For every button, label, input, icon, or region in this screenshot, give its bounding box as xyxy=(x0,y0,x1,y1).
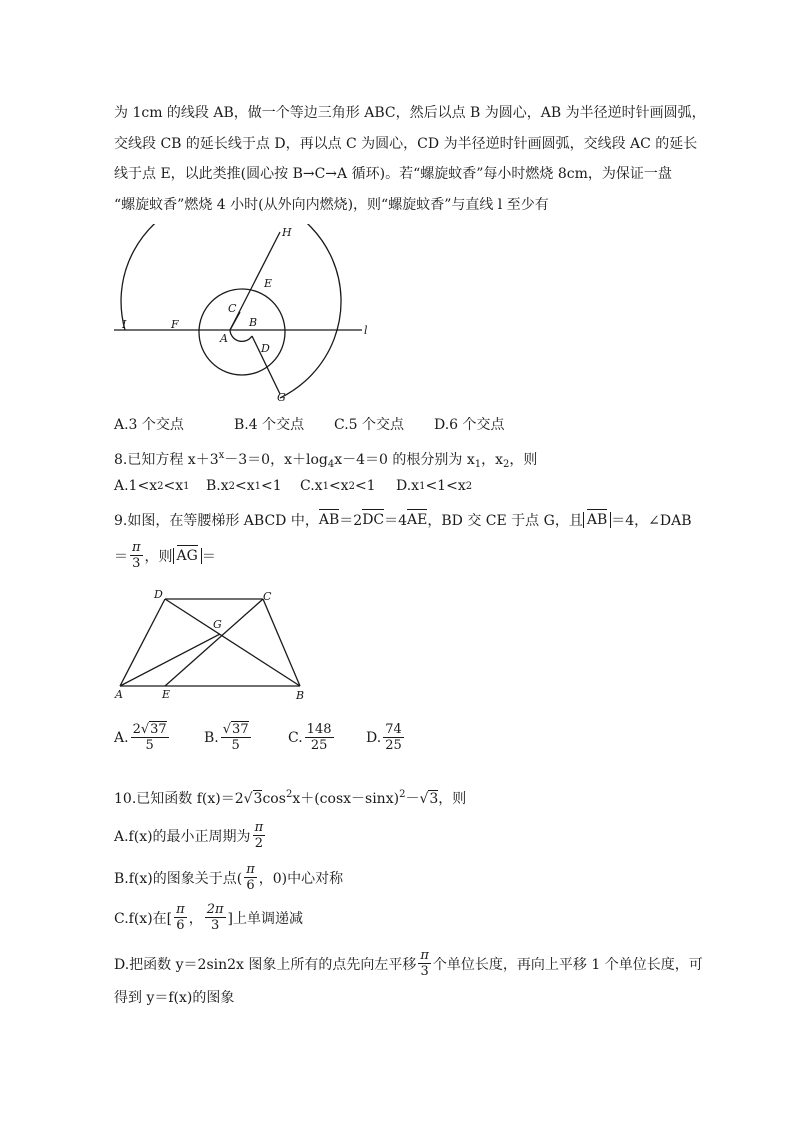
arc-inner xyxy=(230,330,252,341)
q9-option-a[interactable]: A. $\frac{2√37}{5}$ xyxy=(114,722,167,753)
q7-line-2: 交线段 CB 的延长线于点 D，再以点 C 为圆心，CD 为半径逆时针画圆弧，交线段 AC 的延长 xyxy=(114,136,698,152)
q8-option-c[interactable]: C.x 1 <x 2 <1 xyxy=(300,478,376,494)
q10-option-a[interactable]: A.f(x)的最小正周期为 $\frac{\pi}{2}$ xyxy=(114,820,264,851)
q10-option-b[interactable]: B.f(x)的图象关于点( $\frac{\pi}{6}$ ，0)中心对称 xyxy=(114,862,344,893)
q8-options xyxy=(114,478,472,494)
abs-ag: AG xyxy=(173,548,202,564)
q10-option-c[interactable]: C.f(x)在[ $\frac{\pi}{6}$ ， $\frac{2\pi}{3}$ ]上单调递减 xyxy=(114,902,303,933)
q7-line-4: “螺旋蚊香”燃烧 4 小时(从外向内燃烧)，则“螺旋蚊香”与直线 l 至少有 xyxy=(114,197,549,213)
q9-stem-2: ＝ $\frac{\pi}{3}$ ，则 AG ＝ xyxy=(114,540,216,571)
q10-option-d[interactable]: D.把函数 y＝2sin2x 图象上所有的点先向左平移 $\frac{\pi}{3}$ 个单位长度，再向上平移 1 个单位长度，可 xyxy=(114,948,703,979)
fraction-pi-over-3: $\frac{\pi}{3}$ xyxy=(132,540,141,571)
label-D: D xyxy=(261,342,270,355)
vector-ab: AB xyxy=(318,512,340,528)
segment-ag xyxy=(120,634,220,686)
label-l: l xyxy=(364,324,368,337)
label-A: A xyxy=(220,332,228,345)
label-G: G xyxy=(213,618,222,631)
q9-option-b[interactable]: B. $\frac{√37}{5}$ xyxy=(204,722,249,753)
q10-option-d-line-2: 得到 y＝f(x)的图象 xyxy=(114,990,235,1006)
q7-line-3: 线于点 E，以此类推(圆心按 B→C→A 循环)。若“螺旋蚊香”每小时燃烧 8cm，为保证一盘 xyxy=(114,166,672,182)
vector-ae: AE xyxy=(407,512,428,528)
side-ad xyxy=(120,599,165,686)
q8-stem: 8.已知方程 $x+3^x-3=0$，$x+\log_4x-4=0$ 的根分别为 $x_1$，$x_2$，则 xyxy=(114,450,538,470)
vector-dc: DC xyxy=(362,512,385,528)
abs-ab: AB xyxy=(583,512,611,528)
q7-option-c[interactable]: C.5 个交点 xyxy=(334,417,405,433)
label-A: A xyxy=(115,688,123,701)
label-C: C xyxy=(263,590,272,603)
label-D: D xyxy=(154,588,163,601)
label-I: I xyxy=(122,318,127,331)
q7-line-1: 为 1cm 的线段 AB，做一个等边三角形 ABC，然后以点 B 为圆心，AB 为半径逆时针画圆弧， xyxy=(114,105,706,121)
q9-options xyxy=(114,722,406,753)
q8-option-b[interactable]: B.x 2 <x 1 <1 xyxy=(206,478,282,494)
segment-ce xyxy=(165,599,263,686)
label-C: C xyxy=(228,302,237,315)
label-H: H xyxy=(282,226,292,239)
label-E: E xyxy=(162,688,171,701)
q7-options xyxy=(114,414,554,434)
q7-option-a[interactable]: A.3 个交点 xyxy=(114,417,184,433)
trapezoid-figure xyxy=(110,586,310,706)
q7-option-d[interactable]: D.6 个交点 xyxy=(434,417,505,433)
q8-option-a[interactable]: A.1<x 2 <x 1 xyxy=(114,478,190,494)
q9-option-d[interactable]: D. $\frac{74}{25}$ xyxy=(366,722,402,753)
q9-option-c[interactable]: C. $\frac{148}{25}$ xyxy=(288,722,332,753)
diagonal-bd xyxy=(165,599,300,686)
q8-option-d[interactable]: D.x 1 <1<x 2 xyxy=(396,478,473,494)
label-G: G xyxy=(277,391,286,404)
spiral-figure xyxy=(110,224,370,410)
label-E: E xyxy=(264,277,273,290)
label-B: B xyxy=(249,316,258,329)
q7-option-b[interactable]: B.4 个交点 xyxy=(234,417,305,433)
side-bc xyxy=(263,599,300,686)
q9-stem-1: 9.如图，在等腰梯形 ABCD 中， AB ＝2 DC ＝4 AE ，BD 交 CE 于点 G，且 AB ＝4，∠DAB xyxy=(114,512,692,529)
q10-stem: 10.已知函数 $f(x)=2√3\cos^2x+(\cos x-\sin x)^2-√3$，则 xyxy=(114,789,467,807)
label-F: F xyxy=(171,318,179,331)
label-B: B xyxy=(296,689,305,702)
circle-middle xyxy=(199,289,285,375)
